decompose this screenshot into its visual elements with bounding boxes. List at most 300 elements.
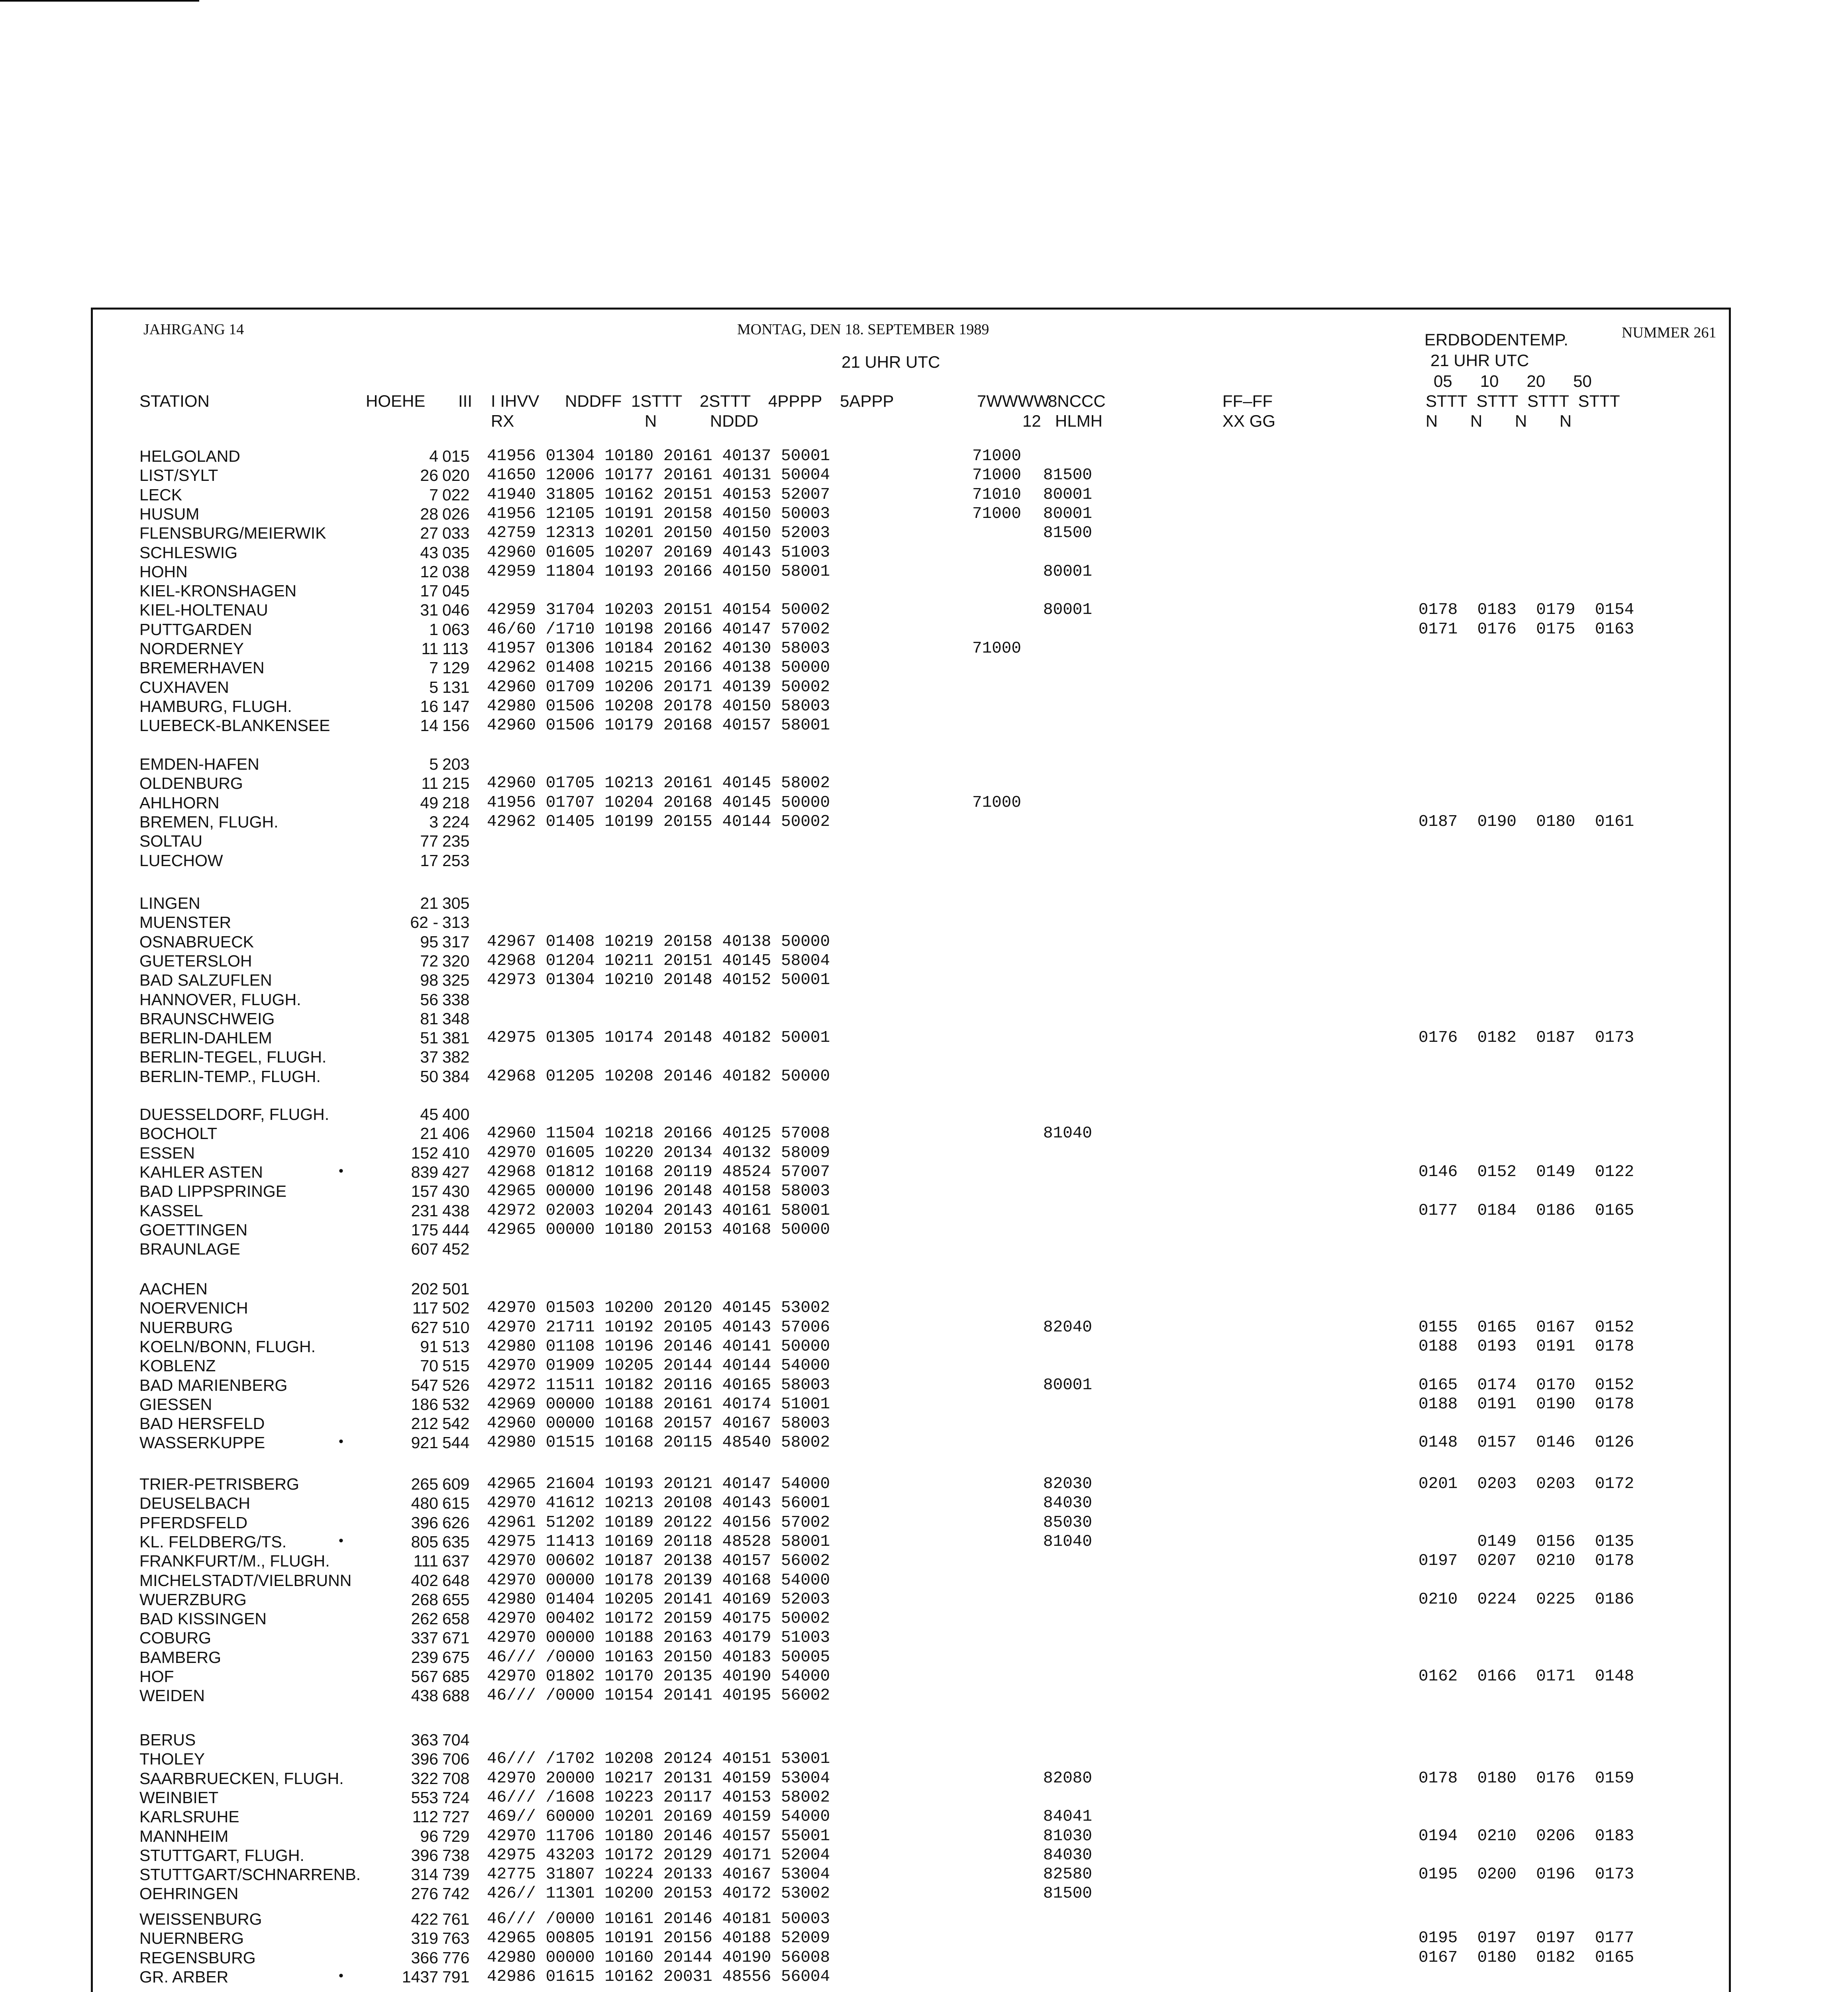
station-height: 607 bbox=[411, 1240, 438, 1259]
cloud-group: 85030 bbox=[1043, 1513, 1093, 1532]
synop-groups: 42970 21711 10192 20105 40143 57006 bbox=[487, 1318, 830, 1337]
station-id: 046 bbox=[442, 601, 470, 620]
table-row bbox=[0, 1553, 1848, 1572]
station-height: 1437 bbox=[402, 1967, 438, 1986]
station-height: 212 bbox=[411, 1414, 438, 1433]
station-name: PFERDSFELD bbox=[139, 1513, 248, 1532]
synop-groups: 42980 01506 10208 20178 40150 58003 bbox=[487, 697, 830, 716]
station-id: 502 bbox=[442, 1299, 470, 1318]
station-id: 704 bbox=[442, 1731, 470, 1749]
table-row bbox=[0, 1592, 1848, 1611]
station-id: 045 bbox=[442, 582, 470, 600]
synop-groups: 42968 01205 10208 20146 40182 50000 bbox=[487, 1067, 830, 1086]
station-height: 12 bbox=[420, 562, 438, 581]
station-height: 402 bbox=[411, 1571, 438, 1590]
station-id: 742 bbox=[442, 1884, 470, 1903]
station-name: WEISSENBURG bbox=[139, 1910, 262, 1928]
station-name: BERLIN-TEGEL, FLUGH. bbox=[139, 1048, 327, 1067]
station-height: 268 bbox=[411, 1590, 438, 1609]
soil-temperatures: 0148 0157 0146 0126 bbox=[1418, 1433, 1634, 1452]
synop-groups: 42965 00000 10196 20148 40158 58003 bbox=[487, 1182, 830, 1201]
synop-groups: 42975 43203 10172 20129 40171 52004 bbox=[487, 1846, 830, 1865]
station-id: 035 bbox=[442, 543, 470, 562]
station-id: 738 bbox=[442, 1846, 470, 1865]
table-row bbox=[0, 1069, 1848, 1088]
station-id: 320 bbox=[442, 951, 470, 970]
cloud-group: 81500 bbox=[1043, 1884, 1093, 1903]
table-row bbox=[0, 1164, 1848, 1183]
station-name: AHLHORN bbox=[139, 793, 220, 812]
station-height: 7 bbox=[429, 485, 438, 504]
station-id: 675 bbox=[442, 1648, 470, 1667]
soil-temperatures: 0149 0156 0135 bbox=[1418, 1532, 1634, 1551]
station-name: GOETTINGEN bbox=[139, 1220, 248, 1239]
colh-soil-n: N N N N bbox=[1426, 412, 1572, 430]
station-name: STUTTGART, FLUGH. bbox=[139, 1846, 304, 1865]
station-height: 72 bbox=[420, 951, 438, 970]
station-name: FRANKFURT/M., FLUGH. bbox=[139, 1552, 330, 1570]
station-id: 706 bbox=[442, 1750, 470, 1768]
station-name: KARLSRUHE bbox=[139, 1808, 239, 1826]
station-name: WEINBIET bbox=[139, 1788, 219, 1807]
station-height: 37 bbox=[420, 1048, 438, 1067]
station-name: LUEBECK-BLANKENSEE bbox=[139, 716, 330, 735]
table-row bbox=[0, 1339, 1848, 1358]
station-height: 70 bbox=[420, 1357, 438, 1375]
soil-temp-time: 21 UHR UTC bbox=[1430, 351, 1529, 370]
station-name: SCHLESWIG bbox=[139, 543, 238, 562]
synop-groups: 46/// /0000 10154 20141 40195 56002 bbox=[487, 1686, 830, 1705]
station-name: OLDENBURG bbox=[139, 774, 243, 793]
station-id: 526 bbox=[442, 1376, 470, 1394]
station-height: 81 bbox=[420, 1009, 438, 1028]
station-name: BREMERHAVEN bbox=[139, 659, 265, 677]
colh-7wwww-sub: 12 bbox=[1022, 412, 1041, 430]
table-row bbox=[0, 1320, 1848, 1339]
cloud-group: 81040 bbox=[1043, 1124, 1093, 1143]
station-height: 14 bbox=[420, 716, 438, 735]
observation-time: 21 UHR UTC bbox=[842, 353, 940, 371]
synop-groups: 42965 00000 10180 20153 40168 50000 bbox=[487, 1220, 830, 1239]
station-height: 231 bbox=[411, 1201, 438, 1220]
soil-temperatures: 0155 0165 0167 0152 bbox=[1418, 1318, 1634, 1337]
station-name: OEHRINGEN bbox=[139, 1884, 239, 1903]
station-name: PUTTGARDEN bbox=[139, 620, 252, 639]
station-name: AACHEN bbox=[139, 1280, 208, 1298]
station-height: 319 bbox=[411, 1929, 438, 1948]
station-name: BRAUNLAGE bbox=[139, 1240, 240, 1259]
station-id: 513 bbox=[442, 1337, 470, 1356]
station-height: 4 bbox=[429, 447, 438, 465]
station-id: 348 bbox=[442, 1009, 470, 1028]
soil-temperatures: 0210 0224 0225 0186 bbox=[1418, 1590, 1634, 1609]
station-id: 648 bbox=[442, 1571, 470, 1590]
table-row bbox=[0, 1377, 1848, 1396]
station-name: LINGEN bbox=[139, 894, 200, 912]
station-height: 49 bbox=[420, 793, 438, 812]
station-id: 063 bbox=[442, 620, 470, 639]
station-name: BRAUNSCHWEIG bbox=[139, 1009, 275, 1028]
table-row bbox=[0, 487, 1848, 506]
synop-groups: 42960 01605 10207 20169 40143 51003 bbox=[487, 543, 830, 562]
station-name: MICHELSTADT/VIELBRUNN bbox=[139, 1571, 352, 1590]
table-row bbox=[0, 641, 1848, 660]
station-id: 384 bbox=[442, 1067, 470, 1086]
station-height: 1 bbox=[429, 620, 438, 639]
station-id: 635 bbox=[442, 1532, 470, 1551]
station-height: 422 bbox=[411, 1910, 438, 1928]
synop-groups: 42970 00602 10187 20138 40157 56002 bbox=[487, 1552, 830, 1570]
table-row bbox=[0, 1572, 1848, 1592]
station-name: KIEL-KRONSHAGEN bbox=[139, 582, 297, 600]
station-id: 382 bbox=[442, 1048, 470, 1067]
station-height: 98 bbox=[420, 971, 438, 990]
weather-group: 71010 bbox=[972, 485, 1022, 504]
synop-groups: 42975 11413 10169 20118 48528 58001 bbox=[487, 1532, 830, 1551]
synop-groups: 42965 21604 10193 20121 40147 54000 bbox=[487, 1475, 830, 1493]
station-name: KASSEL bbox=[139, 1201, 203, 1220]
synop-groups: 42968 01812 10168 20119 48524 57007 bbox=[487, 1163, 830, 1181]
synop-groups: 42970 41612 10213 20108 40143 56001 bbox=[487, 1494, 830, 1513]
table-row bbox=[0, 564, 1848, 583]
table-row bbox=[0, 525, 1848, 544]
synop-groups: 42970 01909 10205 20144 40144 54000 bbox=[487, 1357, 830, 1375]
colh-soil-depths: 05 10 20 50 bbox=[1434, 372, 1592, 390]
station-name: LECK bbox=[139, 485, 182, 504]
soil-temperatures: 0187 0190 0180 0161 bbox=[1418, 812, 1634, 831]
soil-temperatures: 0188 0191 0190 0178 bbox=[1418, 1395, 1634, 1414]
mountain-station-marker: • bbox=[339, 1163, 343, 1178]
table-row bbox=[0, 914, 1848, 933]
synop-groups: 42969 00000 10188 20161 40174 51001 bbox=[487, 1395, 830, 1414]
synop-groups: 42980 00000 10160 20144 40190 56008 bbox=[487, 1948, 830, 1967]
station-height: 805 bbox=[411, 1532, 438, 1551]
station-name: THOLEY bbox=[139, 1750, 205, 1768]
soil-temperatures: 0162 0166 0171 0148 bbox=[1418, 1667, 1634, 1686]
cloud-group: 81040 bbox=[1043, 1532, 1093, 1551]
cloud-group: 81500 bbox=[1043, 466, 1093, 485]
table-row bbox=[0, 1515, 1848, 1534]
colh-iihvv: I IHVV bbox=[491, 392, 539, 410]
synop-groups: 46/// /1608 10223 20117 40153 58002 bbox=[487, 1788, 830, 1807]
table-row bbox=[0, 1106, 1848, 1125]
station-id: 637 bbox=[442, 1552, 470, 1570]
station-id: 761 bbox=[442, 1910, 470, 1928]
table-row bbox=[0, 1222, 1848, 1241]
station-id: 542 bbox=[442, 1414, 470, 1433]
station-id: 763 bbox=[442, 1929, 470, 1948]
station-id: 515 bbox=[442, 1357, 470, 1375]
synop-groups: 42972 11511 10182 20116 40165 58003 bbox=[487, 1376, 830, 1394]
synop-groups: 42960 00000 10168 20157 40167 58003 bbox=[487, 1414, 830, 1433]
table-row bbox=[0, 1281, 1848, 1300]
station-name: SAARBRUECKEN, FLUGH. bbox=[139, 1769, 344, 1788]
station-name: KOELN/BONN, FLUGH. bbox=[139, 1337, 316, 1356]
colh-xxgg: XX GG bbox=[1222, 412, 1276, 430]
soil-temp-title: ERDBODENTEMP. bbox=[1424, 330, 1568, 349]
cloud-group: 82580 bbox=[1043, 1865, 1093, 1884]
cloud-group: 80001 bbox=[1043, 562, 1093, 581]
table-row bbox=[0, 1886, 1848, 1905]
table-row bbox=[0, 992, 1848, 1011]
table-row bbox=[0, 1847, 1848, 1867]
colh-4pppp: 4PPPP bbox=[768, 392, 822, 410]
synop-groups: 41956 12105 10191 20158 40150 50003 bbox=[487, 504, 830, 523]
synop-groups: 42965 00805 10191 20156 40188 52009 bbox=[487, 1929, 830, 1948]
cloud-group: 82030 bbox=[1043, 1475, 1093, 1493]
station-name: BERLIN-DAHLEM bbox=[139, 1029, 272, 1047]
station-name: COBURG bbox=[139, 1629, 211, 1647]
table-row bbox=[0, 1828, 1848, 1847]
station-id: 026 bbox=[442, 504, 470, 523]
synop-groups: 42959 31704 10203 20151 40154 50002 bbox=[487, 601, 830, 620]
table-row bbox=[0, 1809, 1848, 1828]
cloud-group: 81500 bbox=[1043, 524, 1093, 543]
station-height: 7 bbox=[429, 659, 438, 677]
synop-groups: 42973 01304 10210 20148 40152 50001 bbox=[487, 971, 830, 990]
table-row bbox=[0, 1630, 1848, 1649]
table-row bbox=[0, 1751, 1848, 1770]
table-row bbox=[0, 775, 1848, 794]
table-row bbox=[0, 833, 1848, 852]
cloud-group: 82040 bbox=[1043, 1318, 1093, 1337]
soil-temperatures: 0171 0176 0175 0163 bbox=[1418, 620, 1634, 639]
station-height: 117 bbox=[412, 1299, 438, 1318]
station-id: 532 bbox=[442, 1395, 470, 1414]
synop-groups: 42775 31807 10224 20133 40167 53004 bbox=[487, 1865, 830, 1884]
table-row bbox=[0, 1300, 1848, 1319]
station-height: 112 bbox=[412, 1808, 438, 1826]
synop-groups: 42970 01503 10200 20120 40145 53002 bbox=[487, 1299, 830, 1318]
station-id: 615 bbox=[442, 1494, 470, 1513]
table-row bbox=[0, 1145, 1848, 1164]
volume-label: JAHRGANG 14 bbox=[143, 321, 244, 338]
station-name: DUESSELDORF, FLUGH. bbox=[139, 1105, 330, 1123]
station-id: 791 bbox=[442, 1967, 470, 1986]
station-height: 11 bbox=[421, 639, 438, 658]
station-height: 77 bbox=[420, 832, 438, 851]
table-row bbox=[0, 1911, 1848, 1930]
station-id: 235 bbox=[442, 832, 470, 851]
station-id: 724 bbox=[442, 1788, 470, 1807]
station-id: 444 bbox=[442, 1220, 470, 1239]
station-id: 381 bbox=[442, 1029, 470, 1047]
colh-2sttt: 2STTT bbox=[700, 392, 751, 410]
table-row bbox=[0, 853, 1848, 872]
colh-1sttt: 1STTT bbox=[631, 392, 683, 410]
station-height: 26 bbox=[420, 466, 438, 485]
station-id: 430 bbox=[442, 1182, 470, 1201]
table-row bbox=[0, 1125, 1848, 1145]
station-name: NOERVENICH bbox=[139, 1299, 248, 1318]
station-name: BERLIN-TEMP., FLUGH. bbox=[139, 1067, 321, 1086]
station-name: KAHLER ASTEN bbox=[139, 1163, 263, 1181]
soil-temperatures: 0178 0183 0179 0154 bbox=[1418, 601, 1634, 620]
soil-temperatures: 0195 0200 0196 0173 bbox=[1418, 1865, 1634, 1884]
station-name: EMDEN-HAFEN bbox=[139, 755, 259, 773]
station-height: 3 bbox=[429, 812, 438, 831]
table-row bbox=[0, 1011, 1848, 1030]
colh-7wwww: 7WWWW bbox=[977, 392, 1050, 410]
synop-groups: 46/// /1702 10208 20124 40151 53001 bbox=[487, 1750, 830, 1768]
station-id: 156 bbox=[442, 716, 470, 735]
station-height: 111 bbox=[413, 1552, 438, 1570]
station-name: BAD HERSFELD bbox=[139, 1414, 265, 1433]
station-id: 452 bbox=[442, 1240, 470, 1259]
station-height: 839 bbox=[411, 1163, 438, 1181]
station-height: 152 bbox=[411, 1143, 438, 1162]
cloud-group: 84030 bbox=[1043, 1846, 1093, 1865]
station-height: 276 bbox=[411, 1884, 438, 1903]
cloud-group: 84030 bbox=[1043, 1494, 1093, 1513]
station-height: 5 bbox=[429, 755, 438, 773]
synop-groups: 42972 02003 10204 20143 40161 58001 bbox=[487, 1201, 830, 1220]
station-id: 427 bbox=[442, 1163, 470, 1181]
soil-temperatures: 0201 0203 0203 0172 bbox=[1418, 1475, 1634, 1493]
station-height: 96 bbox=[420, 1827, 438, 1845]
station-id: 658 bbox=[442, 1610, 470, 1628]
station-id: 406 bbox=[442, 1124, 470, 1143]
synop-groups: 42970 00000 10188 20163 40179 51003 bbox=[487, 1629, 830, 1647]
table-row bbox=[0, 660, 1848, 679]
station-id: 400 bbox=[442, 1105, 470, 1123]
table-row bbox=[0, 895, 1848, 914]
weather-group: 71000 bbox=[972, 504, 1022, 523]
station-name: HELGOLAND bbox=[139, 447, 240, 465]
table-row bbox=[0, 1534, 1848, 1553]
table-row bbox=[0, 1358, 1848, 1377]
synop-groups: 41940 31805 10162 20151 40153 52007 bbox=[487, 485, 830, 504]
station-height: 21 bbox=[420, 894, 438, 912]
table-row bbox=[0, 814, 1848, 833]
station-height: 43 bbox=[420, 543, 438, 562]
station-height: 27 bbox=[420, 524, 438, 543]
colh-2sttt-sub: NDDD bbox=[710, 412, 759, 430]
station-height: 31 bbox=[420, 601, 438, 620]
table-row bbox=[0, 1495, 1848, 1514]
station-name: NUERNBERG bbox=[139, 1929, 244, 1948]
synop-groups: 46/60 /1710 10198 20166 40147 57002 bbox=[487, 620, 830, 639]
table-row bbox=[0, 1241, 1848, 1260]
station-id: 015 bbox=[442, 447, 470, 465]
table-row bbox=[0, 1770, 1848, 1790]
station-name: KL. FELDBERG/TS. bbox=[139, 1532, 287, 1551]
station-height: 567 bbox=[411, 1667, 438, 1686]
station-height: 921 bbox=[411, 1433, 438, 1452]
station-height: 95 bbox=[420, 932, 438, 951]
station-height: 438 bbox=[411, 1686, 438, 1705]
station-name: TRIER-PETRISBERG bbox=[139, 1475, 299, 1493]
station-name: STUTTGART/SCHNARRENB. bbox=[139, 1865, 361, 1884]
station-id: 129 bbox=[442, 659, 470, 677]
colh-nddff: NDDFF bbox=[565, 392, 622, 410]
synop-groups: 46/// /0000 10163 20150 40183 50005 bbox=[487, 1648, 830, 1667]
station-id: 501 bbox=[442, 1280, 470, 1298]
colh-station: STATION bbox=[139, 392, 210, 410]
station-name: HOF bbox=[139, 1667, 174, 1686]
mountain-station-marker: • bbox=[339, 1533, 343, 1548]
station-id: 685 bbox=[442, 1667, 470, 1686]
station-name: BREMEN, FLUGH. bbox=[139, 812, 279, 831]
station-id: 203 bbox=[442, 755, 470, 773]
station-height: 11 bbox=[421, 774, 438, 793]
station-name: MUENSTER bbox=[139, 913, 231, 932]
station-name: BOCHOLT bbox=[139, 1124, 218, 1143]
synop-groups: 41956 01304 10180 20161 40137 50001 bbox=[487, 447, 830, 465]
station-id: 729 bbox=[442, 1827, 470, 1845]
station-name: HANNOVER, FLUGH. bbox=[139, 990, 301, 1009]
soil-temperatures: 0188 0193 0191 0178 bbox=[1418, 1337, 1634, 1356]
soil-temperatures: 0195 0197 0197 0177 bbox=[1418, 1929, 1634, 1948]
station-id: 776 bbox=[442, 1948, 470, 1967]
synop-groups: 42970 01605 10220 20134 40132 58009 bbox=[487, 1143, 830, 1162]
table-row bbox=[0, 1416, 1848, 1435]
table-row bbox=[0, 1049, 1848, 1068]
station-height: 21 bbox=[420, 1124, 438, 1143]
station-height: 17 bbox=[420, 582, 438, 600]
soil-temperatures: 0178 0180 0176 0159 bbox=[1418, 1769, 1634, 1788]
table-row bbox=[0, 1790, 1848, 1809]
weather-group: 71000 bbox=[972, 793, 1022, 812]
station-height: 5 bbox=[429, 678, 438, 696]
station-id: 253 bbox=[442, 851, 470, 870]
station-height: 175 bbox=[411, 1220, 438, 1239]
colh-8nccc: 8NCCC bbox=[1048, 392, 1106, 410]
synop-groups: 42960 01709 10206 20171 40139 50002 bbox=[487, 678, 830, 696]
station-id: 224 bbox=[442, 812, 470, 831]
synop-groups: 42970 00000 10178 20139 40168 54000 bbox=[487, 1571, 830, 1590]
soil-temperatures: 0165 0174 0170 0152 bbox=[1418, 1376, 1634, 1394]
synop-groups: 42960 01506 10179 20168 40157 58001 bbox=[487, 716, 830, 735]
station-name: BAD LIPPSPRINGE bbox=[139, 1182, 287, 1201]
table-row bbox=[0, 1030, 1848, 1049]
mountain-station-marker: • bbox=[339, 1434, 343, 1449]
station-name: HAMBURG, FLUGH. bbox=[139, 697, 292, 716]
station-name: WASSERKUPPE bbox=[139, 1433, 265, 1452]
station-height: 239 bbox=[411, 1648, 438, 1667]
synop-groups: 42970 20000 10217 20131 40159 53004 bbox=[487, 1769, 830, 1788]
weather-group: 71000 bbox=[972, 639, 1022, 658]
table-row bbox=[0, 1476, 1848, 1495]
station-id: 510 bbox=[442, 1318, 470, 1337]
top-rule bbox=[0, 0, 199, 2]
colh-5appp: 5APPP bbox=[840, 392, 894, 410]
station-height: 314 bbox=[411, 1865, 438, 1884]
station-height: 265 bbox=[411, 1475, 438, 1493]
station-id: 739 bbox=[442, 1865, 470, 1884]
synop-groups: 41650 12006 10177 20161 40131 50004 bbox=[487, 466, 830, 485]
station-name: BAMBERG bbox=[139, 1648, 222, 1667]
station-id: 022 bbox=[442, 485, 470, 504]
station-name: SOLTAU bbox=[139, 832, 202, 851]
station-name: WUERZBURG bbox=[139, 1590, 247, 1609]
weather-group: 71000 bbox=[972, 447, 1022, 465]
table-row bbox=[0, 1183, 1848, 1202]
cloud-group: 80001 bbox=[1043, 485, 1093, 504]
soil-temperatures: 0167 0180 0182 0165 bbox=[1418, 1948, 1634, 1967]
station-height: 396 bbox=[411, 1846, 438, 1865]
table-row bbox=[0, 467, 1848, 486]
synop-groups: 42759 12313 10201 20150 40150 52003 bbox=[487, 524, 830, 543]
colh-soil-sttt: STTT STTT STTT STTT bbox=[1426, 392, 1620, 410]
table-row bbox=[0, 506, 1848, 525]
station-id: 609 bbox=[442, 1475, 470, 1493]
station-height: 51 bbox=[420, 1029, 438, 1047]
station-id: 131 bbox=[442, 678, 470, 696]
synop-groups: 42970 00402 10172 20159 40175 50002 bbox=[487, 1610, 830, 1628]
table-row bbox=[0, 1668, 1848, 1688]
station-name: DEUSELBACH bbox=[139, 1494, 250, 1513]
